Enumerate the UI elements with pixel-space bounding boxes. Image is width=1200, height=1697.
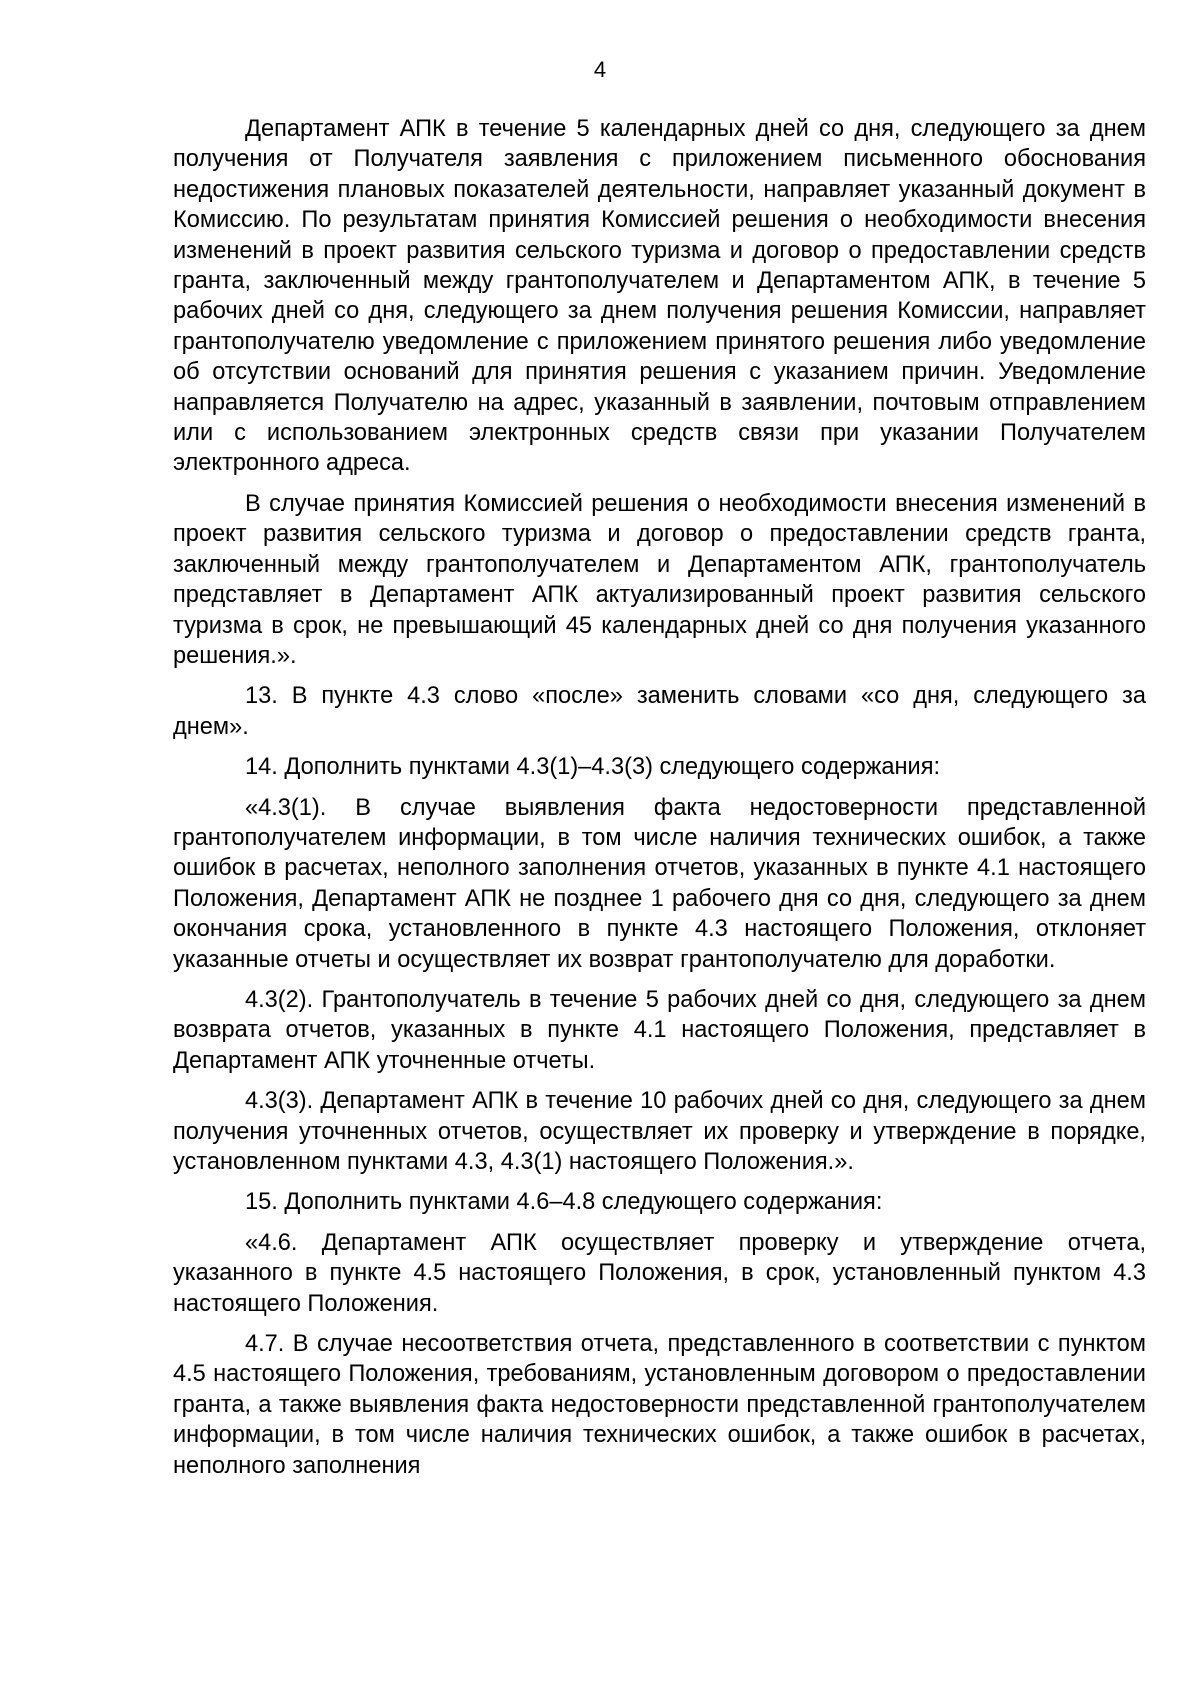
document-body — [173, 114, 1146, 1481]
paragraph: 4.7. В случае несоответствия отчета, представленного в соответствии с пунктом 4.5 настоящего Положения, требованиям, установленным договором о предоставлении гранта, а также выявления факта недостоверности представленной грантополучателем информации, в том числе наличия технических ошибок, а также ошибок в расчетах, неполного заполнения — [173, 1331, 1146, 1479]
paragraph: 4.3(2). Грантополучатель в течение 5 рабочих дней со дня, следующего за днем возврата отчетов, указанных в пункте 4.1 настоящего Положения, представляет в Департамент АПК уточненные отчеты. — [173, 986, 1146, 1074]
paragraph: 13. В пункте 4.3 слово «после» заменить словами «со дня, следующего за днем». — [173, 683, 1146, 740]
page-number: 4 — [593, 57, 607, 82]
paragraph: 4.3(3). Департамент АПК в течение 10 рабочих дней со дня, следующего за днем получения уточненных отчетов, осуществляет их проверку и утверждение в порядке, установленном пунктами 4.3, 4.3(1) настоящего Положения.». — [173, 1088, 1146, 1175]
paragraph: 14. Дополнить пунктами 4.3(1)–4.3(3) следующего содержания: — [245, 754, 941, 781]
paragraph: В случае принятия Комиссией решения о необходимости внесения изменений в проект развития сельского туризма и договор о предоставлении средств гранта, заключенный между грантополучателем и Департаментом АПК, грантополучатель представляет в Департамент АПК актуализированный проект развития сельского туризма в срок, не превышающий 45 календарных дней со дня получения указанного решения.». — [173, 490, 1146, 669]
paragraph: 15. Дополнить пунктами 4.6–4.8 следующего содержания: — [245, 1189, 883, 1216]
paragraph: «4.3(1). В случае выявления факта недостоверности представленной грантополучателем информации, в том числе наличия технических ошибок, а также ошибок в расчетах, неполного заполнения отчетов, указанных в пункте 4.1 настоящего Положения, Департамент АПК не позднее 1 рабочего дня со дня, следующего за днем окончания срока, установленного в пункте 4.3 настоящего Положения, отклоняет указанные отчеты и осуществляет их возврат грантополучателю для доработки. — [173, 794, 1146, 973]
paragraph: «4.6. Департамент АПК осуществляет проверку и утверждение отчета, указанного в пункте 4.5 настоящего Положения, в срок, установленный пунктом 4.3 настоящего Положения. — [173, 1229, 1146, 1317]
paragraph: Департамент АПК в течение 5 календарных дней со дня, следующего за днем получения от Получателя заявления с приложением письменного обоснования недостижения плановых показателей деятельности, направляет указанный документ в Комиссию. По результатам принятия Комиссией решения о необходимости внесения изменений в проект развития сельского туризма и договор о предоставлении средств гранта, заключенный между грантополучателем и Департаментом АПК, в течение 5 рабочих дней со дня, следующего за днем получения решения Комиссии, направляет грантополучателю уведомление с приложением принятого решения либо уведомление об отсутствии оснований для принятия решения с указанием причин. Уведомление направляется Получателю на адрес, указанный в заявлении, почтовым отправлением или с использованием электронных средств связи при указании Получателем электронного адреса. — [173, 116, 1146, 477]
